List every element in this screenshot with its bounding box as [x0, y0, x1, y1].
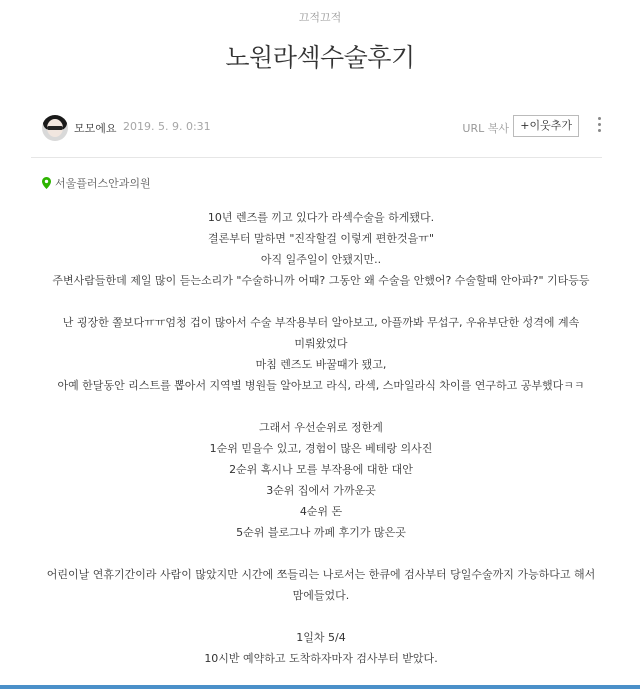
place-name: 서울플러스안과의원: [55, 177, 151, 190]
url-copy-button[interactable]: URL 복사: [462, 122, 509, 135]
header-divider: [31, 157, 602, 158]
place-link[interactable]: [42, 175, 151, 191]
body-paragraph: [40, 396, 602, 417]
body-paragraph: 아직 일주일이 안됐지만..: [260, 253, 382, 266]
body-paragraph: 결론부터 말하면 "진작할걸 이렇게 편한것을ㅠ": [208, 232, 434, 245]
body-paragraph: 난 굉장한 쫄보다ㅠㅠ엄청 겁이 많아서 수술 부작용부터 알아보고, 아플까봐 무섭구, 우유부단한 성격에 계속 미뤄왔었다: [62, 316, 580, 350]
post-date: 2019. 5. 9. 0:31: [123, 120, 211, 133]
map-pin-icon: [42, 177, 51, 189]
body-paragraph: [40, 543, 602, 564]
body-paragraph: [40, 291, 602, 312]
body-paragraph: 그래서 우선순위로 정한게: [259, 421, 383, 434]
post-title: 노원라섹수술후기: [225, 43, 415, 72]
body-paragraph: 마침 렌즈도 바꿀때가 됐고,: [255, 358, 387, 371]
post-category[interactable]: 끄적끄적: [298, 11, 342, 24]
body-paragraph: 1일차 5/4: [296, 631, 346, 644]
body-paragraph: 5순위 블로그나 까페 후기가 많은곳: [236, 526, 406, 539]
body-paragraph: [40, 606, 602, 627]
body-paragraph: 3순위 집에서 가까운곳: [266, 484, 376, 497]
body-paragraph: 2순위 혹시나 모를 부작용에 대한 대안: [229, 463, 413, 476]
body-paragraph: 10년 렌즈를 끼고 있다가 라섹수술을 하게됐다.: [207, 211, 435, 224]
body-paragraph: 4순위 돈: [299, 505, 343, 518]
author-row: [42, 114, 602, 142]
body-paragraph: 어린이날 연휴기간이라 사람이 많았지만 시간에 쪼들리는 나로서는 한큐에 검사부터 당일수술까지 가능하다고 해서 맘에들었다.: [46, 568, 596, 602]
post-body: [40, 207, 602, 669]
body-paragraph: 아예 한달동안 리스트를 뽑아서 지역별 병원들 알아보고 라식, 라섹, 스마일라식 차이를 연구하고 공부했다ㅋㅋ: [57, 379, 585, 392]
more-options-icon[interactable]: [596, 117, 602, 135]
window-bottom-bar: [0, 685, 640, 689]
avatar[interactable]: [42, 115, 68, 141]
add-neighbor-button[interactable]: +이웃추가: [513, 115, 579, 137]
body-paragraph: 1순위 믿을수 있고, 경험이 많은 베테랑 의사진: [209, 442, 433, 455]
body-paragraph: 주변사람들한데 제일 많이 듣는소리가 "수술하니까 어때? 그동안 왜 수술을 안했어? 수술할때 안아파?" 기타등등: [52, 274, 590, 287]
body-paragraph: 10시반 예약하고 도착하자마자 검사부터 받았다.: [204, 652, 438, 665]
author-nickname[interactable]: 모모에요: [74, 122, 117, 135]
